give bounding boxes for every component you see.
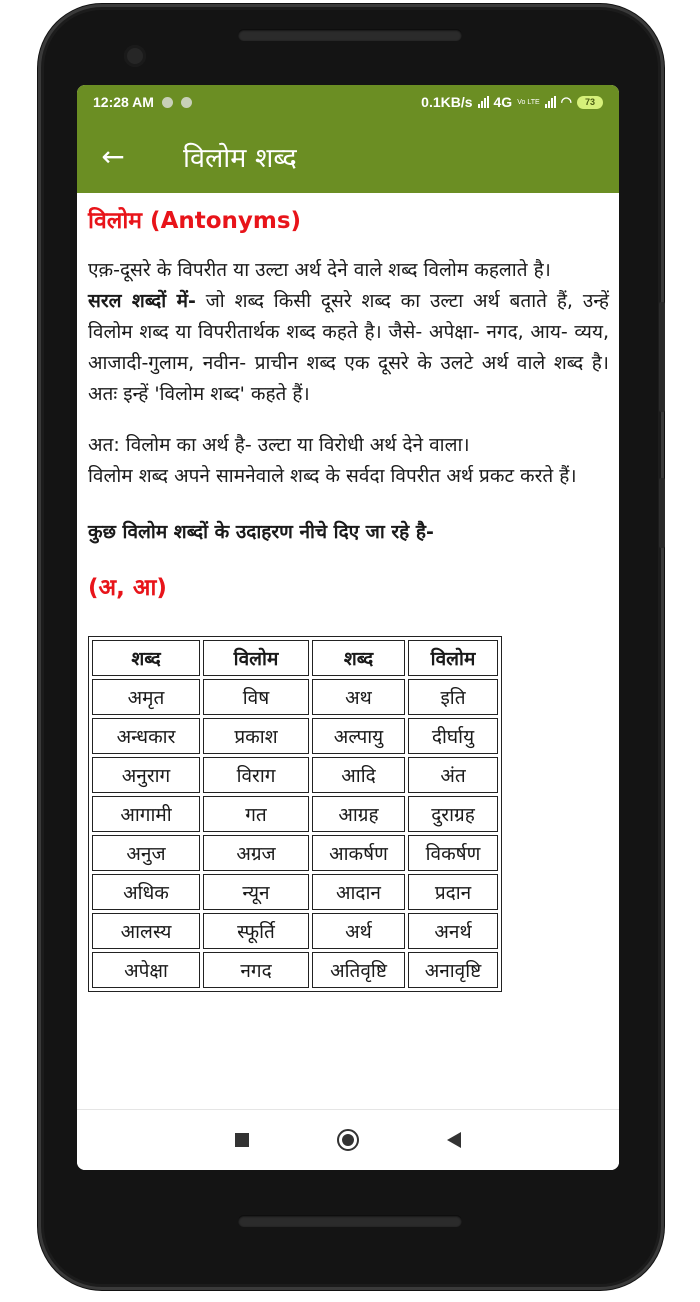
table-row <box>92 757 498 793</box>
table-cell: दुराग्रह <box>408 796 498 832</box>
network-speed: 0.1KB/s <box>421 94 473 110</box>
table-cell: प्रदान <box>408 874 498 910</box>
table-row <box>92 952 498 988</box>
notification-dot-icon <box>181 97 192 108</box>
table-cell: आलस्य <box>92 913 200 949</box>
table-cell: अल्पायु <box>312 718 405 754</box>
table-cell: आदि <box>312 757 405 793</box>
signal-icon <box>478 96 489 108</box>
front-camera <box>124 45 146 67</box>
table-cell: अन्धकार <box>92 718 200 754</box>
signal-icon <box>545 96 556 108</box>
table-cell: अतिवृष्टि <box>312 952 405 988</box>
article-content[interactable] <box>77 193 619 1109</box>
table-cell: अधिक <box>92 874 200 910</box>
table-cell: अग्रज <box>203 835 309 871</box>
table-row <box>92 679 498 715</box>
meaning-paragraph <box>88 430 609 492</box>
intro-text: एक़-दूसरे के विपरीत या उल्टा अर्थ देने वाले शब्द विलोम कहलाते है। <box>88 259 551 281</box>
table-cell: अंत <box>408 757 498 793</box>
table-header-cell: शब्द <box>92 640 200 676</box>
table-row <box>92 796 498 832</box>
table-cell: नगद <box>203 952 309 988</box>
app-title: विलोम शब्द <box>183 142 297 174</box>
recents-button[interactable] <box>235 1133 249 1147</box>
battery-icon: 73 <box>577 96 603 109</box>
notification-dot-icon <box>162 97 173 108</box>
table-cell: आग्रह <box>312 796 405 832</box>
network-type: 4G <box>493 94 513 110</box>
table-cell: गत <box>203 796 309 832</box>
status-time: 12:28 AM <box>93 94 154 110</box>
table-header-cell: विलोम <box>203 640 309 676</box>
arrow-back-icon: ← <box>101 139 125 173</box>
table-header-row <box>92 640 498 676</box>
table-row <box>92 718 498 754</box>
volte-label: Vo LTE <box>517 98 540 106</box>
table-cell: आकर्षण <box>312 835 405 871</box>
table-cell: अनुज <box>92 835 200 871</box>
power-button <box>659 302 665 412</box>
table-cell: प्रकाश <box>203 718 309 754</box>
table-cell: न्यून <box>203 874 309 910</box>
table-cell: विकर्षण <box>408 835 498 871</box>
table-cell: विष <box>203 679 309 715</box>
earpiece-speaker <box>238 29 462 41</box>
app-bar <box>77 119 619 193</box>
status-bar <box>77 85 619 119</box>
screen <box>77 85 619 1170</box>
table-header-cell: शब्द <box>312 640 405 676</box>
meaning-line-1: अत: विलोम का अर्थ है- उल्टा या विरोधी अर्थ देने वाला। <box>88 434 470 456</box>
table-cell: अपेक्षा <box>92 952 200 988</box>
simple-words-label: सरल शब्दों में- <box>88 290 196 312</box>
table-cell: स्फूर्ति <box>203 913 309 949</box>
circle-home-icon <box>342 1134 354 1146</box>
navigation-bar <box>77 1109 619 1170</box>
intro-paragraph <box>88 255 609 410</box>
table-cell: अनुराग <box>92 757 200 793</box>
group-heading: (अ, आ) <box>88 575 167 601</box>
table-cell: अनर्थ <box>408 913 498 949</box>
table-row <box>92 874 498 910</box>
simple-words-text: जो शब्द किसी दूसरे शब्द का उल्टा अर्थ बताते हैं, उन्हें विलोम शब्द या विपरीतार्थक शब्द कहते है। जैसे- अपेक्षा- नगद, आय- व्यय, आजादी-गुलाम, नवीन- प्राचीन शब्द एक दूसरे के उलटे अर्थ वाले शब्द है। अतः इन्हें 'विलोम शब्द' कहते हैं। <box>88 290 609 405</box>
meaning-line-2: विलोम शब्द अपने सामनेवाले शब्द के सर्वदा विपरीत अर्थ प्रकट करते हैं। <box>88 465 577 487</box>
table-cell: अनावृष्टि <box>408 952 498 988</box>
table-row <box>92 835 498 871</box>
home-button[interactable] <box>337 1129 359 1151</box>
table-cell: दीर्घायु <box>408 718 498 754</box>
table-cell: अर्थ <box>312 913 405 949</box>
volume-button <box>659 478 665 548</box>
nav-back-button[interactable] <box>447 1132 461 1148</box>
wifi-icon: ◠ <box>560 94 572 109</box>
article-heading: विलोम (Antonyms) <box>88 208 302 234</box>
bottom-speaker <box>238 1215 462 1227</box>
table-cell: अमृत <box>92 679 200 715</box>
table-cell: विराग <box>203 757 309 793</box>
examples-heading: कुछ विलोम शब्दों के उदाहरण नीचे दिए जा रहे है- <box>88 521 434 543</box>
table-cell: इति <box>408 679 498 715</box>
antonyms-table <box>88 636 502 992</box>
table-cell: आदान <box>312 874 405 910</box>
back-button[interactable] <box>85 128 141 184</box>
table-cell: अथ <box>312 679 405 715</box>
table-header-cell: विलोम <box>408 640 498 676</box>
table-row <box>92 913 498 949</box>
table-cell: आगामी <box>92 796 200 832</box>
